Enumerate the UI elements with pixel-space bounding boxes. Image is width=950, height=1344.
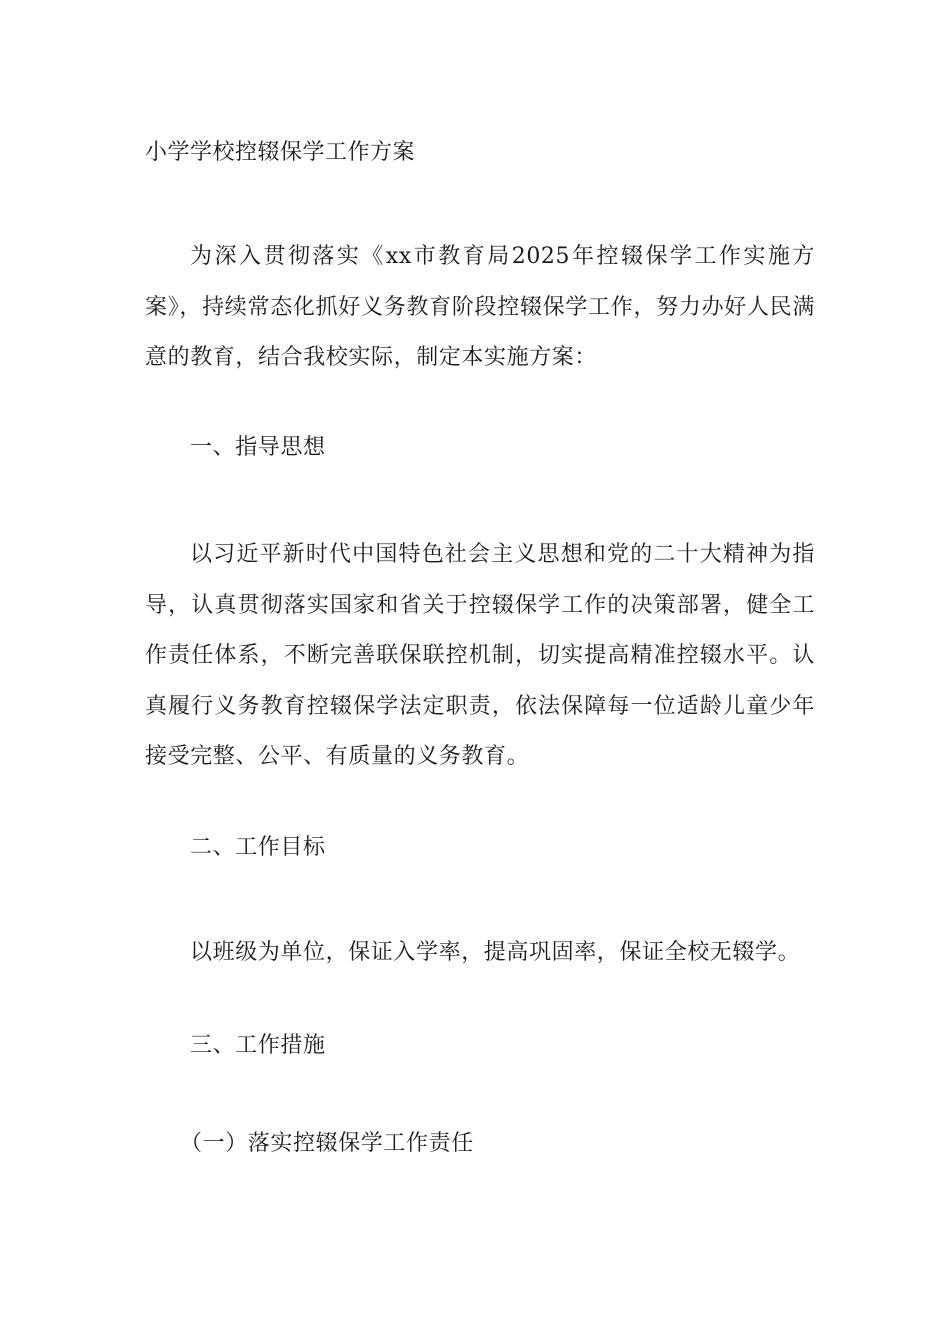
guiding-ideology-paragraph: 以习近平新时代中国特色社会主义思想和党的二十大精神为指导，认真贯彻落实国家和省关于控辍保学工作的决策部署，健全工作责任体系，不断完善联保联控机制，切实提高精准控辍水平。认真履行义务教育控辍保学法定职责，依法保障每一位适龄儿童少年接受完整、公平、有质量的义务教育。: [145, 542, 815, 769]
intro-paragraph: 为深入贯彻落实《xx市教育局2025年控辍保学工作实施方案》，持续常态化抓好义务教育阶段控辍保学工作，努力办好人民满意的教育，结合我校实际，制定本实施方案：: [145, 244, 815, 370]
work-goals-paragraph: 以班级为单位，保证入学率，提高巩固率，保证全校无辍学。: [190, 940, 801, 965]
document-title: 小学学校控辍保学工作方案: [145, 140, 416, 165]
section-heading-work-measures: 三、工作措施: [190, 1033, 326, 1058]
section-heading-guiding-ideology: 一、指导思想: [190, 435, 326, 460]
subsection-heading-responsibility: （一）落实控辍保学工作责任: [180, 1131, 474, 1156]
section-heading-work-goals: 二、工作目标: [190, 835, 326, 860]
